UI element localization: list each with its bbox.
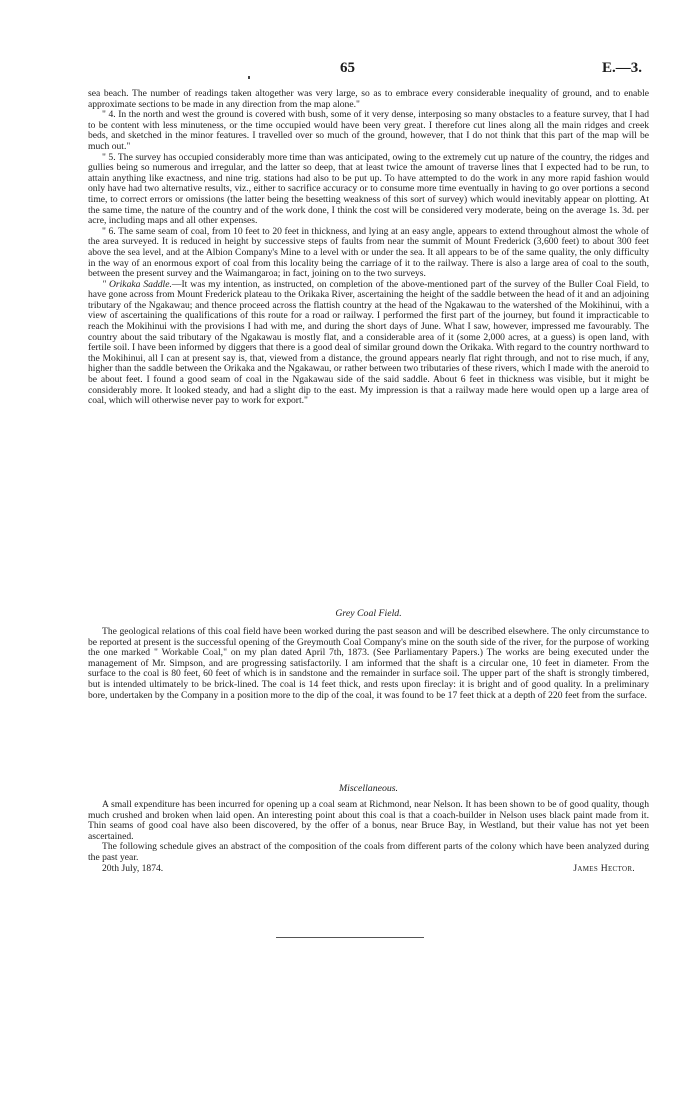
orikaka-saddle-paragraph (88, 280, 649, 407)
page-header (0, 60, 700, 80)
paragraph-3-continued: sea beach. The number of readings taken altogether was very large, so as to embrace every considerable inequality of ground, and to enable approximate sections to be made in any direction from the map alone." (88, 88, 649, 110)
report-date: 20th July, 1874. (102, 862, 164, 874)
closing-rule (276, 937, 424, 938)
orikaka-saddle-title: " Orikaka Saddle. (102, 278, 172, 290)
paragraph-5: " 5. The survey has occupied considerably more time than was anticipated, owing to the extremely cut up nature of the country, the ridges and gullies being so numerous and irregular, and the latter so deep, that at least twice the amount of traverse lines that I expected had to be run, to attain anything like exactness, and nine trig. stations had also to be put up. To have attempted to do the work in any more rapid fashion would only have had two alternative results, viz., either to sacrifice accuracy or to consume more time eventually in having to go over portions a second time, to correct errors or omissions (the latter being the besetting weakness of this sort of survey) which would inevitably appear on plotting. At the same time, the nature of the country and of the work done, I think the cost will be considered very moderate, being on the average 1s. 3d. per acre, including maps and all other expenses. (88, 151, 649, 227)
grey-coal-field-heading: Grey Coal Field. (335, 608, 402, 619)
paragraph-6: " 6. The same seam of coal, from 10 feet to 20 feet in thickness, and lying at an easy angle, appears to extend throughout almost the whole of the area surveyed. It is reduced in height by successive steps of faults from near the summit of Mount Frederick (3,600 feet) to about 300 feet above the sea level, and at the Albion Company's Mine to a level with or under the sea. It all appears to be of the same quality, the only difficulty in the way of an enormous export of coal from this locality being the carriage of it to the railway. There is also a large area of coal to the south, between the present survey and the Waimangaroa; in fact, joining on to the two surveys. (88, 225, 649, 280)
schedule-paragraph: The following schedule gives an abstract of the composition of the coals from different parts of the colony which have been analyzed during the past year. (88, 841, 649, 863)
document-reference: E.—3. (601, 60, 642, 76)
signature-row (88, 864, 649, 875)
grey-coal-field-paragraph: The geological relations of this coal field have been worked during the past season and will be described elsewhere. The only circumstance to be reported at present is the successful opening of the Greymouth Coal Company's mine on the south side of the river, for the purpose of working the one marked " Workable Coal," on my plan dated April 7th, 1873. (See Parliamentary Papers.) The works are being executed under the management of Mr. Simpson, and are progressing satisfactorily. I am informed that the shaft is a circular one, 10 feet in diameter. From the surface to the coal is 80 feet, 60 feet of which is in sandstone and the remainder in surface soil. The upper part of the shaft is strongly timbered, but is intended ultimately to be brick-lined. The coal is 14 feet thick, and rests upon fireclay: it is bright and of good quality. In a preliminary bore, undertaken by the Company in a position more to the dip of the coal, it was found to be 17 feet thick at a depth of 220 feet from the surface. (88, 626, 649, 701)
richmond-paragraph: A small expenditure has been incurred for opening up a coal seam at Richmond, near Nelson. It has been shown to be of good quality, though much crushed and broken when laid open. An interesting point about this coal is that a coach-builder in Nelson uses black paint made from it. Thin seams of good coal have also been discovered, by the offer of a bonus, near Bruce Bay, in Westland, but their value has not yet been ascertained. (88, 799, 649, 842)
survey-report-section (88, 89, 649, 407)
miscellaneous-heading: Miscellaneous. (338, 783, 399, 794)
page-number: 65 (340, 60, 355, 76)
grey-coal-field-section (88, 627, 649, 701)
orikaka-saddle-text: —It was my intention, as instructed, on completion of the above-mentioned part of the survey of the Buller Coal Field, to have gone across from Mount Frederick plateau to the Orikaka River, ascertaining the height of the saddle between the head of it and an adjoining tributary of the Ngakawau; and thence proceed across the flattish country at the head of the Ngakawau to the watershed of the Mokihinui, with a view of ascertaining the qualifications of this route for a road or railway. I performed the first part of the journey, but found it impracticable to reach the Mokihinui with the provisions I had with me, and during the short days of June. What I saw, however, impressed me favourably. The country about the said tributary of the Ngakawau is mostly flat, and a considerable area of it (some 2,000 acres, at a guess) is open land, with fertile soil. I have been informed by diggers that there is a good deal of similar ground down the Orikaka. With regard to the country northward to the Mokihinui, all I can at present say is, that, viewed from a distance, the ground appears nearly flat right through, and not to rise much, if any, higher than the saddle between the Orikaka and the Ngakawau, or rather between two tributaries of these rivers, which I made with the aneroid to be about feet. I found a good seam of coal in the Ngakawau side of the said saddle. About 6 feet in thickness was visible, but it might be considerably more. It looked steady, and had a slight dip to the east. My impression is that a railway made here would open up a large area of coal, which will otherwise never pay to work for export." (88, 278, 649, 407)
paragraph-4: " 4. In the north and west the ground is covered with bush, some of it very dense, interposing so many obstacles to a feature survey, that I had to be content with less minuteness, or the time occupied would have been very great. I therefore cut lines along all the main ridges and creek beds, and sketched in the minor features. I travelled over so much of the ground, however, that I do not think that this part of the map will be much out." (88, 109, 649, 152)
author-signature: James Hector. (573, 862, 635, 874)
print-mark (248, 76, 250, 79)
miscellaneous-section (88, 800, 649, 875)
